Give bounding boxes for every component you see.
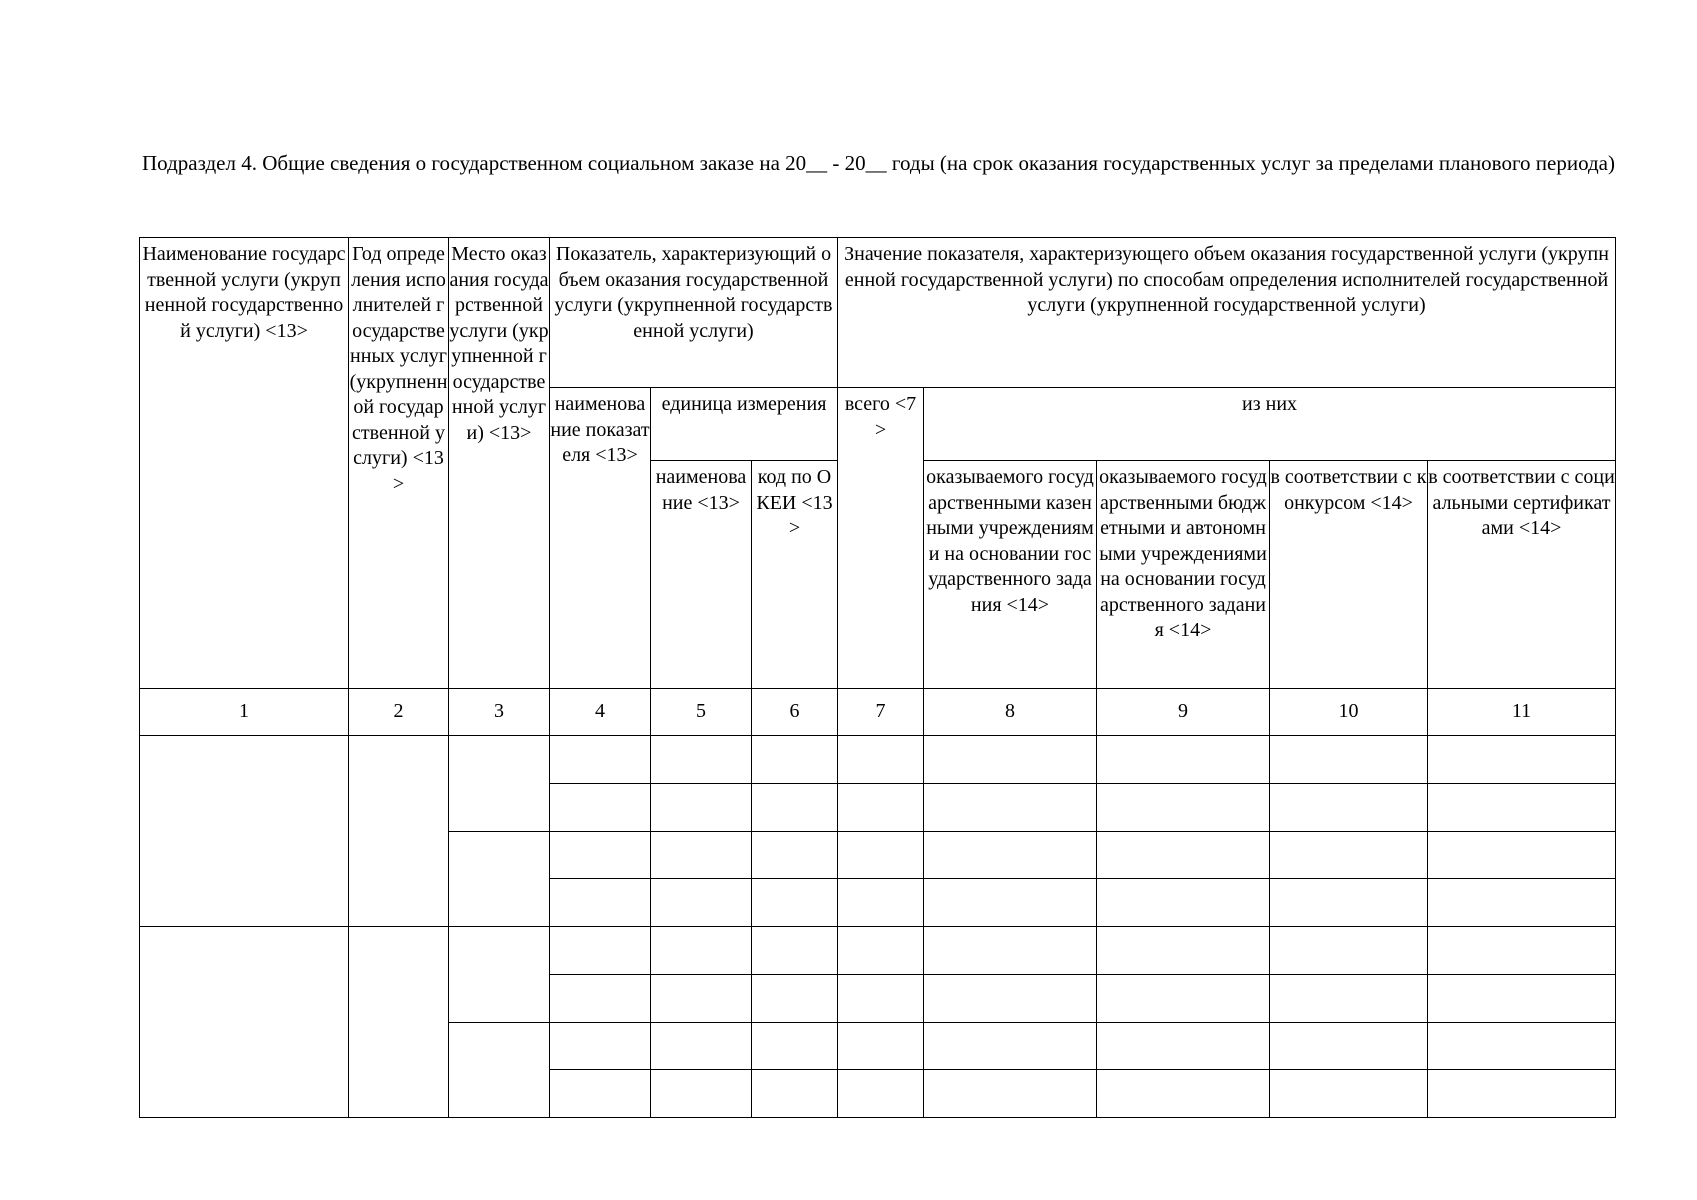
column-number-row [140,689,1616,736]
column-number: 1 [140,689,349,736]
year-cell[interactable] [349,736,449,927]
data-cell[interactable] [752,783,838,831]
data-cell[interactable] [550,1022,651,1070]
place-cell[interactable] [449,927,550,1023]
data-cell[interactable] [1428,783,1616,831]
column-number: 5 [651,689,752,736]
data-cell[interactable] [1270,879,1428,927]
page-title: Подраздел 4. Общие сведения о государственном социальном заказе на 20__ - 20__ годы (на срок оказания государственных услуг за пределами планового периода) [142,151,1615,175]
data-cell[interactable] [1097,783,1270,831]
column-number: 6 [752,689,838,736]
data-cell[interactable] [550,783,651,831]
data-cell[interactable] [1097,1070,1270,1118]
header-budget-institutions: оказываемого государственными бюджетными и автономными учреждениями на основании государственного задания <14> [1097,461,1270,689]
header-okei-code: код по ОКЕИ <13> [752,461,838,689]
data-cell[interactable] [838,974,924,1022]
header-unit-group: единица измерения [651,388,838,461]
data-cell[interactable] [752,831,838,879]
data-cell[interactable] [1097,879,1270,927]
column-number: 9 [1097,689,1270,736]
data-cell[interactable] [752,974,838,1022]
place-cell[interactable] [449,736,550,832]
data-cell[interactable] [752,879,838,927]
data-cell[interactable] [1270,974,1428,1022]
data-cell[interactable] [1270,736,1428,784]
data-cell[interactable] [651,1022,752,1070]
header-competition: в соответствии с конкурсом <14> [1270,461,1428,689]
data-cell[interactable] [1270,1070,1428,1118]
data-cell[interactable] [1097,831,1270,879]
data-cell[interactable] [550,879,651,927]
place-cell[interactable] [449,1022,550,1118]
data-cell[interactable] [838,1022,924,1070]
header-indicator-name: наименование показателя <13> [550,388,651,689]
data-cell[interactable] [752,736,838,784]
column-number: 3 [449,689,550,736]
header-service-name: Наименование государственной услуги (укрупненной государственной услуги) <13> [140,238,349,689]
data-cell[interactable] [651,927,752,975]
table-row [140,736,1616,784]
data-cell[interactable] [1270,1022,1428,1070]
header-of-which: из них [924,388,1616,461]
data-cell[interactable] [651,974,752,1022]
table-row [140,927,1616,975]
column-number: 8 [924,689,1097,736]
data-cell[interactable] [1270,783,1428,831]
data-cell[interactable] [752,927,838,975]
place-cell[interactable] [449,831,550,927]
data-cell[interactable] [924,1070,1097,1118]
data-cell[interactable] [924,1022,1097,1070]
data-cell[interactable] [651,736,752,784]
header-certificates: в соответствии с социальными сертификатами <14> [1428,461,1616,689]
header-unit-name: наименование <13> [651,461,752,689]
data-cell[interactable] [838,1070,924,1118]
header-row-1 [140,238,1616,388]
data-cell[interactable] [1428,831,1616,879]
data-cell[interactable] [1428,1070,1616,1118]
data-cell[interactable] [752,1022,838,1070]
column-number: 2 [349,689,449,736]
data-cell[interactable] [1270,927,1428,975]
column-number: 10 [1270,689,1428,736]
header-value-group: Значение показателя, характеризующего объем оказания государственной услуги (укрупненной государственной услуги) по способам определения исполнителей государственной услуги (укрупненной государственной услуги) [838,238,1616,388]
data-cell[interactable] [651,1070,752,1118]
data-cell[interactable] [752,1070,838,1118]
data-cell[interactable] [1097,927,1270,975]
header-state-institutions: оказываемого государственными казенными учреждениями на основании государственного задания <14> [924,461,1097,689]
service-name-cell[interactable] [140,736,349,927]
data-cell[interactable] [651,783,752,831]
data-cell[interactable] [1097,1022,1270,1070]
service-name-cell[interactable] [140,927,349,1118]
data-cell[interactable] [838,927,924,975]
data-cell[interactable] [838,831,924,879]
data-cell[interactable] [1428,1022,1616,1070]
social-order-table [139,237,1616,1118]
data-cell[interactable] [924,783,1097,831]
data-cell[interactable] [838,879,924,927]
data-cell[interactable] [550,974,651,1022]
data-cell[interactable] [838,783,924,831]
data-cell[interactable] [1428,879,1616,927]
header-total: всего <7> [838,388,924,689]
column-number: 4 [550,689,651,736]
data-cell[interactable] [924,879,1097,927]
data-cell[interactable] [1428,974,1616,1022]
column-number: 11 [1428,689,1616,736]
header-place: Место оказания государственной услуги (укрупненной государственной услуги) <13> [449,238,550,689]
year-cell[interactable] [349,927,449,1118]
data-cell[interactable] [838,736,924,784]
data-cell[interactable] [924,927,1097,975]
data-cell[interactable] [651,831,752,879]
data-cell[interactable] [924,736,1097,784]
data-cell[interactable] [924,974,1097,1022]
column-number: 7 [838,689,924,736]
data-cell[interactable] [1270,831,1428,879]
header-year-determination: Год определения исполнителей государственных услуг (укрупненной государственной услуги) <13> [349,238,449,689]
data-cell[interactable] [1428,927,1616,975]
data-cell[interactable] [550,1070,651,1118]
data-cell[interactable] [1428,736,1616,784]
data-cell[interactable] [1097,974,1270,1022]
data-cell[interactable] [550,831,651,879]
data-cell[interactable] [1097,736,1270,784]
data-cell[interactable] [550,736,651,784]
data-cell[interactable] [550,927,651,975]
header-indicator-group: Показатель, характеризующий объем оказания государственной услуги (укрупненной государственной услуги) [550,238,838,388]
data-cell[interactable] [924,831,1097,879]
data-cell[interactable] [651,879,752,927]
